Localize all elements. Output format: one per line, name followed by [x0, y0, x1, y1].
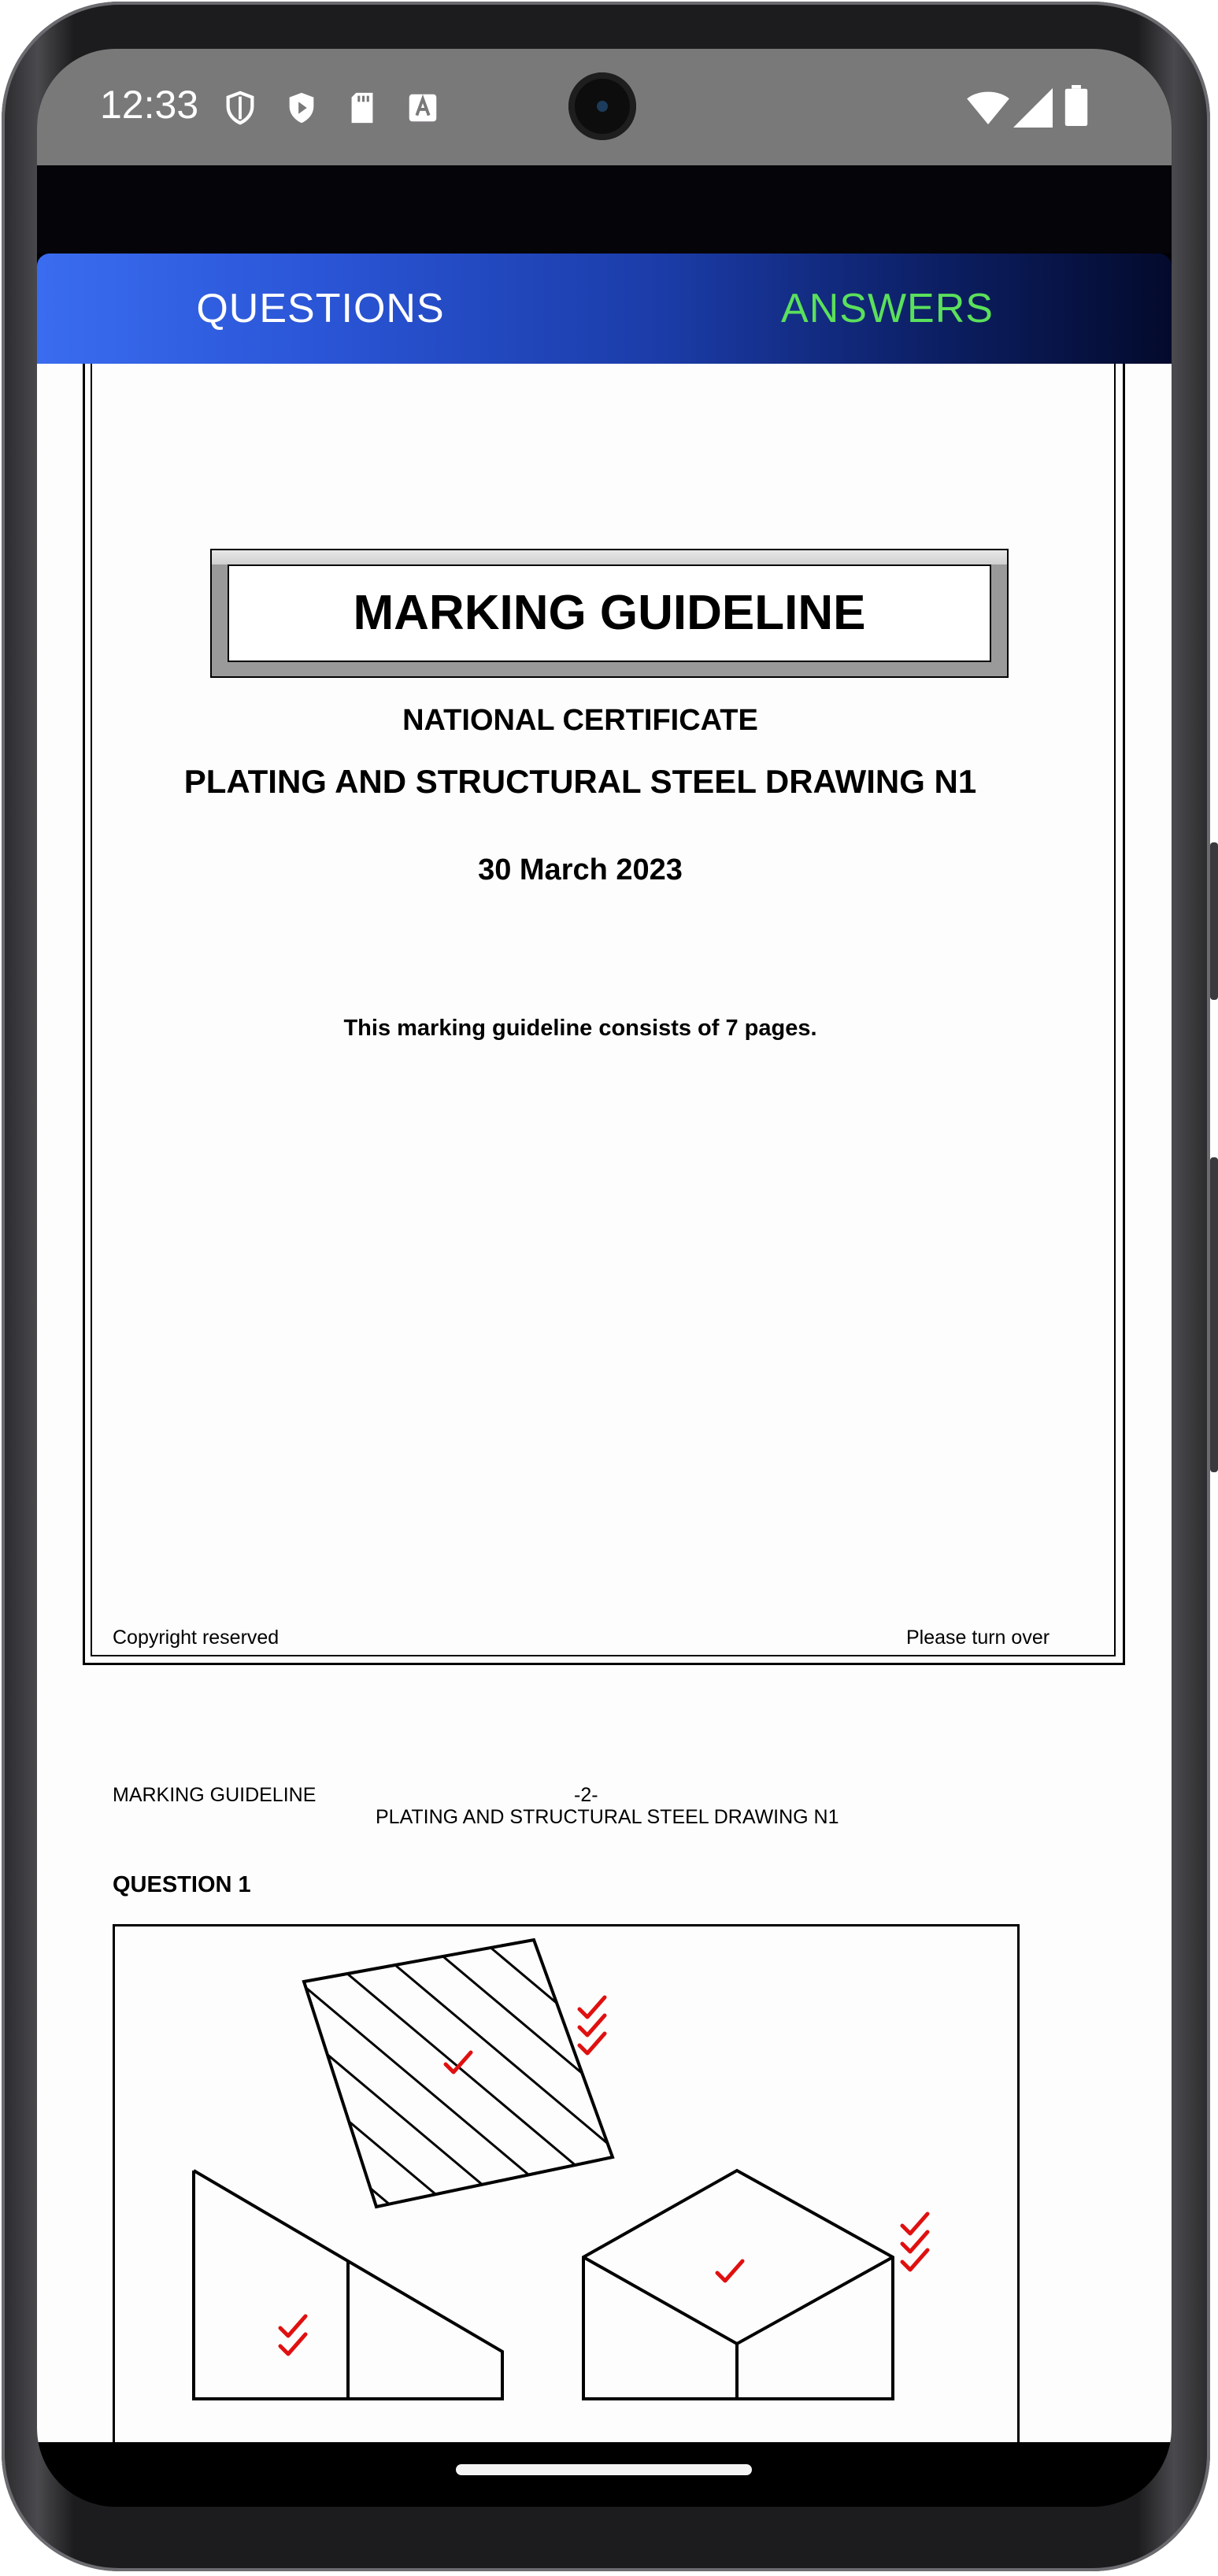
tick-mark	[579, 1997, 605, 2017]
page2-header-left: MARKING GUIDELINE	[113, 1784, 317, 1806]
question-heading: QUESTION 1	[113, 1872, 251, 1897]
app-top-band	[37, 165, 1172, 254]
screen	[37, 49, 1172, 2507]
box-view	[583, 2171, 893, 2399]
tab-answers[interactable]: ANSWERS	[781, 286, 994, 331]
tick-mark	[579, 2015, 605, 2035]
power-button	[1210, 842, 1218, 1000]
page-count-note: This marking guideline consists of 7 pages.	[343, 1016, 817, 1041]
status-bar	[37, 49, 1172, 165]
tick-mark	[446, 2052, 471, 2072]
tick-mark	[280, 2316, 305, 2336]
footer-copyright: Copyright reserved	[113, 1627, 280, 1649]
tick-mark	[717, 2261, 742, 2281]
document-viewer[interactable]	[37, 364, 1172, 2442]
tick-mark	[902, 2250, 927, 2270]
subject-line: PLATING AND STRUCTURAL STEEL DRAWING N1	[183, 763, 977, 800]
tick-mark	[902, 2214, 927, 2234]
marking-ticks	[280, 1997, 927, 2354]
page2-header-subject: PLATING AND STRUCTURAL STEEL DRAWING N1	[376, 1806, 839, 1828]
home-indicator[interactable]	[456, 2464, 752, 2475]
gesture-nav-bar	[37, 2442, 1172, 2507]
sd-card-icon	[344, 90, 380, 126]
shield-outline-icon	[222, 90, 258, 126]
title-bevel	[212, 550, 1007, 564]
tick-mark	[579, 2034, 605, 2053]
title-box	[210, 549, 1009, 678]
question1-drawing	[113, 1924, 1020, 2442]
exam-date: 30 March 2023	[478, 853, 683, 886]
status-time: 12:33	[100, 83, 199, 127]
isometric-drawing	[115, 1926, 1017, 2442]
signal-icon	[1013, 88, 1053, 128]
wedge-view	[194, 2171, 502, 2442]
tick-mark	[280, 2334, 305, 2354]
font-a-icon	[405, 90, 441, 126]
shield-play-icon	[283, 90, 320, 126]
doc-title: MARKING GUIDELINE	[228, 564, 991, 662]
certificate-line: NATIONAL CERTIFICATE	[402, 704, 758, 737]
volume-button	[1210, 1157, 1218, 1472]
tab-bar	[37, 254, 1172, 364]
page2-page-number: -2-	[574, 1784, 598, 1806]
tab-questions[interactable]: QUESTIONS	[196, 286, 445, 331]
hatched-section	[115, 1926, 863, 2336]
tick-mark	[902, 2232, 927, 2252]
battery-icon	[1064, 85, 1088, 126]
wifi-icon	[966, 88, 1010, 128]
footer-turn-over: Please turn over	[906, 1627, 1050, 1649]
front-camera	[568, 72, 636, 140]
